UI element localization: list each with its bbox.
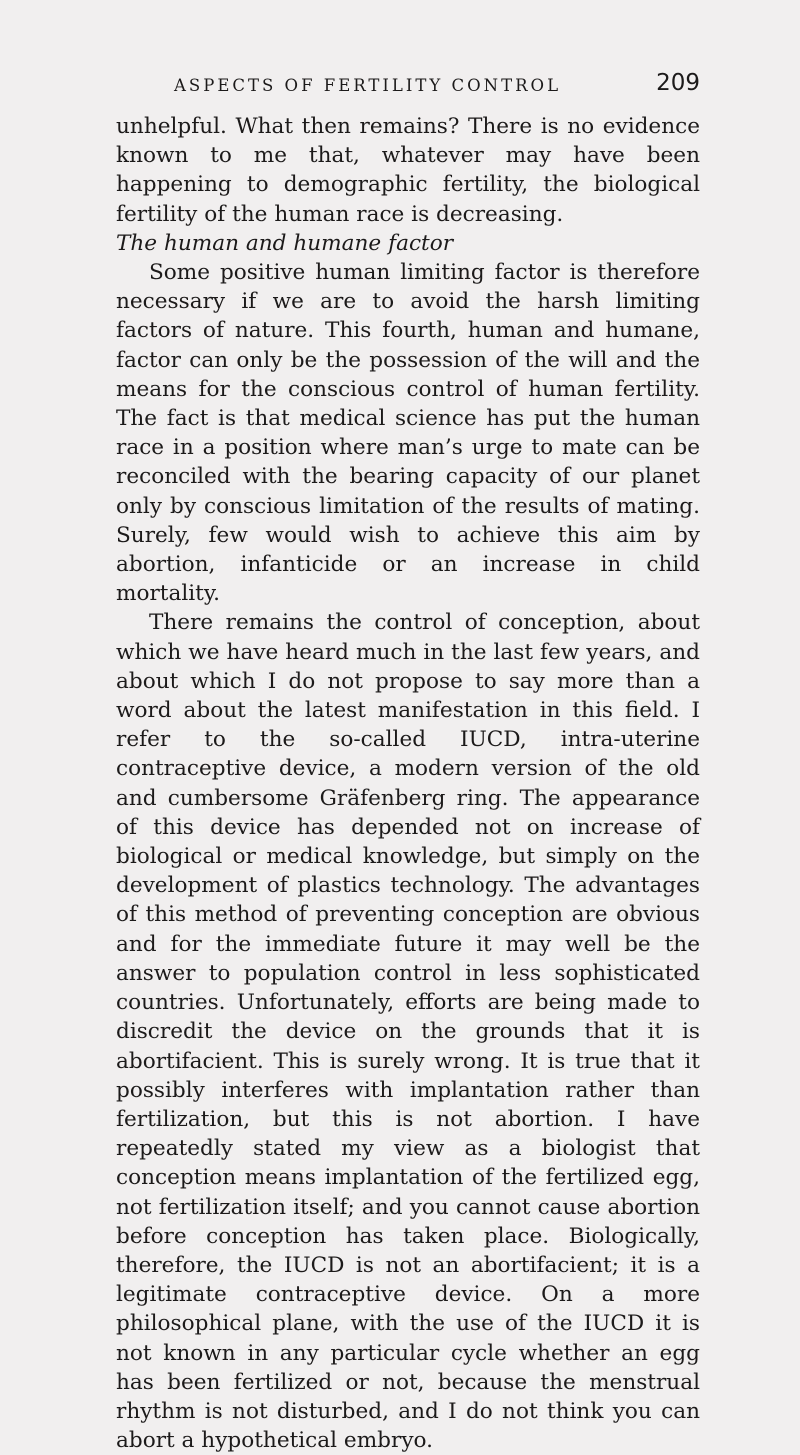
- paragraph-continued: unhelpful. What then remains? There is no evidence known to me that, whatever may have been happening to demographic fertility, the biological fertility of the human race is decreasing.: [116, 114, 700, 227]
- running-head: [116, 70, 700, 100]
- body-text: [116, 112, 700, 1455]
- page-number: 209: [656, 70, 700, 96]
- paragraph: There remains the control of conception, about which we have heard much in the last few years, and about which I do not propose to say more than a word about the latest manifestation in this field. I refer to the so-called IUCD, intra-uterine contraceptive device, a modern version of the old and cumbersome Gräfenberg ring. The appearance of this device has depended not on increase of biological or medical knowledge, but simply on the development of plastics technology. The advantages of this method of preventing conception are obvious and for the immediate future it may well be the answer to population control in less sophisticated countries. Unfortunately, efforts are being made to discredit the device on the grounds that it is abortifacient. This is surely wrong. It is true that it possibly interferes with implantation rather than fertilization, but this is not abortion. I have repeatedly stated my view as a biologist that conception means implantation of the fertilized egg, not fertilization itself; and you cannot cause abortion before conception has taken place. Biologically, therefore, the IUCD is not an abortifacient; it is a legitimate contraceptive device. On a more philosophical plane, with the use of the IUCD it is not known in any particular cycle whether an egg has been fertilized or not, because the menstrual rhythm is not disturbed, and I do not think you can abort a hypothetical embryo.: [116, 610, 700, 1454]
- paragraph: Some positive human limiting factor is therefore necessary if we are to avoid the harsh limiting factors of nature. This fourth, human and humane, factor can only be the possession of the will and the means for the conscious control of human fertility. The fact is that medical science has put the human race in a position where man’s urge to mate can be reconciled with the bearing capacity of our planet only by conscious limitation of the results of mating. Surely, few would wish to achieve this aim by abortion, infanticide or an increase in child mortality.: [116, 260, 700, 607]
- section-heading: The human and humane factor: [116, 230, 454, 256]
- running-title: ASPECTS OF FERTILITY CONTROL: [174, 76, 562, 95]
